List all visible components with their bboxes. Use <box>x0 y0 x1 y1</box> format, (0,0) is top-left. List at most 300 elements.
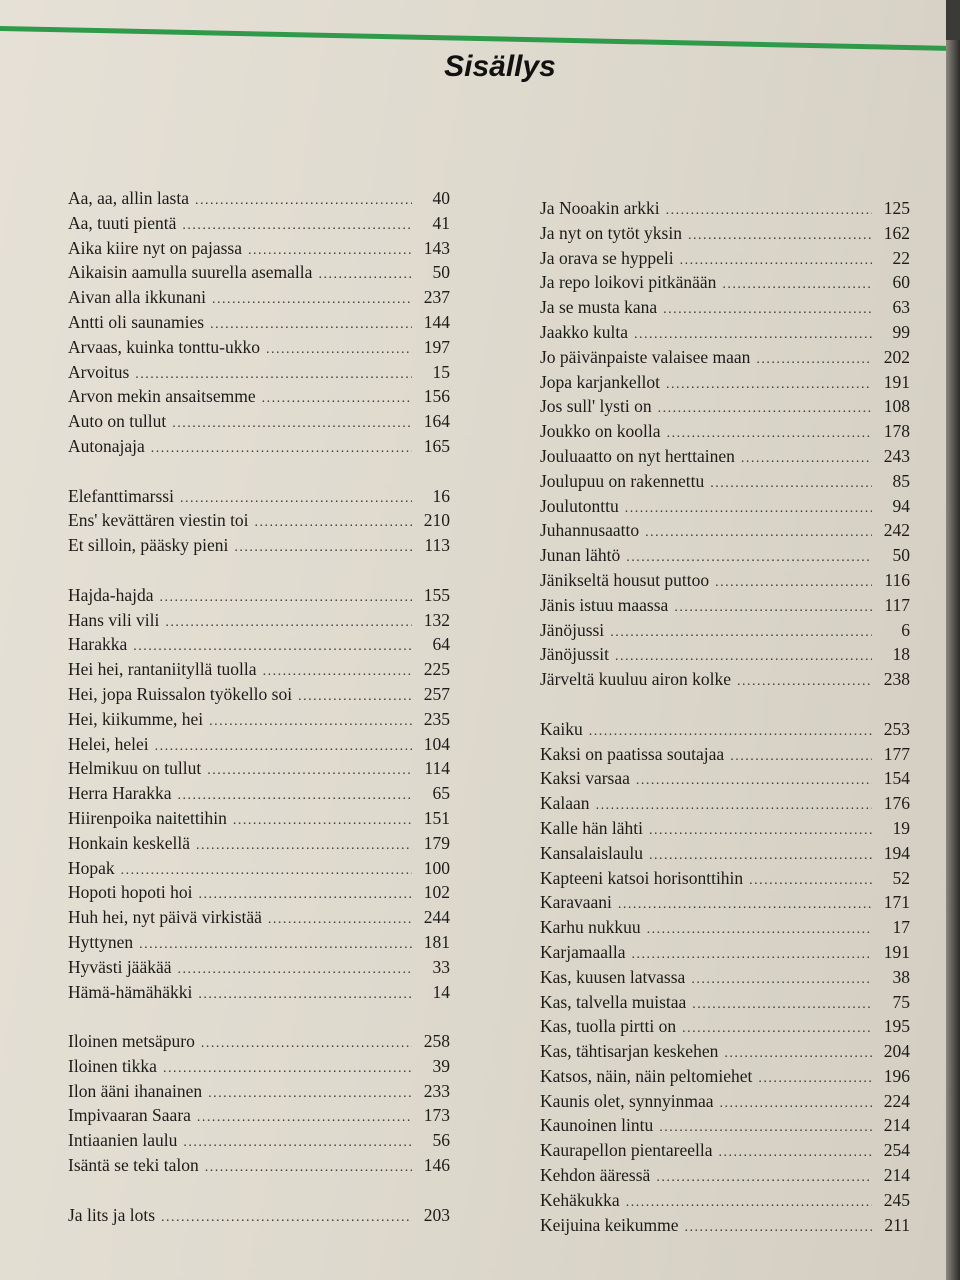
toc-entry <box>68 682 450 707</box>
section-gap <box>68 1178 450 1203</box>
toc-entry-title: Iloinen tikka <box>68 1055 157 1076</box>
toc-entry-page: 181 <box>423 931 450 952</box>
toc-entry-page: 14 <box>432 981 450 1002</box>
toc-entry <box>68 236 450 261</box>
dot-leader <box>233 809 412 834</box>
toc-entry-title: Aa, tuuti pientä <box>68 212 177 233</box>
toc-entry <box>68 409 450 434</box>
toc-entry-page: 75 <box>892 991 910 1012</box>
toc-entry <box>68 632 450 657</box>
dot-leader <box>212 288 412 313</box>
toc-entry-page: 102 <box>423 882 450 903</box>
toc-entry-title: Jänöjussi <box>540 619 605 640</box>
toc-entry-page: 179 <box>423 832 450 853</box>
toc-entry <box>540 990 910 1015</box>
toc-entry-page: 176 <box>883 793 910 814</box>
toc-entry <box>540 915 910 940</box>
toc-entry <box>540 469 910 494</box>
toc-entry <box>540 1188 910 1213</box>
toc-entry-title: Jaakko kulta <box>540 321 628 342</box>
toc-entry-page: 154 <box>883 768 910 789</box>
toc-entry <box>540 1113 910 1138</box>
toc-entry <box>68 1203 450 1228</box>
dot-leader <box>201 1032 412 1057</box>
toc-entry <box>540 320 910 345</box>
toc-entry <box>68 1128 450 1153</box>
toc-entry <box>540 1138 910 1163</box>
toc-entry-page: 224 <box>883 1090 910 1111</box>
toc-entry <box>540 518 910 543</box>
toc-entry-title: Kaunoinen lintu <box>540 1115 654 1136</box>
toc-entry <box>540 742 910 767</box>
toc-entry-title: Arvon mekin ansaitsemme <box>68 386 256 407</box>
toc-entry-title: Isäntä se teki talon <box>68 1155 199 1176</box>
toc-entry <box>68 533 450 558</box>
dot-leader <box>610 621 872 646</box>
toc-entry-page: 117 <box>884 594 910 615</box>
toc-entry <box>540 370 910 395</box>
dot-leader <box>268 908 412 933</box>
toc-entry <box>68 781 450 806</box>
toc-entry <box>540 642 910 667</box>
toc-entry-title: Hyvästi jääkää <box>68 956 172 977</box>
toc-entry-page: 235 <box>423 708 450 729</box>
dot-leader <box>645 521 872 546</box>
section-gap <box>68 459 450 484</box>
toc-entry-page: 202 <box>883 346 910 367</box>
toc-entry <box>68 707 450 732</box>
toc-entry-page: 237 <box>423 287 450 308</box>
toc-entry <box>540 593 910 618</box>
toc-entry-page: 164 <box>423 411 450 432</box>
toc-entry-title: Hajda-hajda <box>68 584 154 605</box>
toc-entry <box>68 583 450 608</box>
toc-entry-page: 196 <box>883 1065 910 1086</box>
toc-entry <box>540 816 910 841</box>
toc-entry-page: 194 <box>883 842 910 863</box>
toc-entry-title: Ens' kevättären viestin toi <box>68 510 249 531</box>
toc-entry <box>540 568 910 593</box>
toc-entry-title: Ja se musta kana <box>540 297 658 318</box>
book-gutter <box>946 40 960 1280</box>
toc-entry-title: Arvaas, kuinka tonttu-ukko <box>68 336 260 357</box>
toc-entry-title: Helei, helei <box>68 733 149 754</box>
dot-leader <box>718 1141 872 1166</box>
toc-entry <box>68 608 450 633</box>
dot-leader <box>692 993 872 1018</box>
dot-leader <box>656 1166 872 1191</box>
toc-entry <box>540 196 910 221</box>
toc-entry-page: 33 <box>432 956 450 977</box>
toc-entry-page: 244 <box>423 907 450 928</box>
toc-entry-title: Hyttynen <box>68 931 134 952</box>
toc-entry-page: 243 <box>883 445 910 466</box>
toc-entry-title: Auto on tullut <box>68 411 167 432</box>
toc-column-left <box>68 186 450 1227</box>
toc-entry-title: Järveltä kuuluu airon kolke <box>540 669 731 690</box>
green-header-rule <box>0 26 960 51</box>
toc-entry <box>68 186 450 211</box>
toc-entry-title: Jänis istuu maassa <box>540 594 669 615</box>
toc-entry <box>540 246 910 271</box>
toc-entry-page: 233 <box>423 1080 450 1101</box>
toc-entry <box>68 384 450 409</box>
dot-leader <box>195 189 412 214</box>
toc-entry <box>540 717 910 742</box>
dot-leader <box>618 893 872 918</box>
dot-leader <box>298 685 412 710</box>
toc-entry-page: 257 <box>423 683 450 704</box>
toc-entry <box>68 1054 450 1079</box>
toc-entry <box>68 930 450 955</box>
dot-leader <box>666 199 872 224</box>
dot-leader <box>318 263 412 288</box>
toc-entry-title: Hämä-hämähäkki <box>68 981 193 1002</box>
toc-entry <box>540 766 910 791</box>
toc-entry <box>540 1039 910 1064</box>
toc-entry-title: Ilon ääni ihanainen <box>68 1080 203 1101</box>
toc-entry <box>540 940 910 965</box>
toc-entry-title: Hei hei, rantaniityllä tuolla <box>68 659 257 680</box>
dot-leader <box>674 596 872 621</box>
toc-entry-page: 203 <box>423 1204 450 1225</box>
toc-entry-page: 242 <box>883 520 910 541</box>
toc-entry-page: 40 <box>432 188 450 208</box>
dot-leader <box>666 373 872 398</box>
dot-leader <box>720 1092 872 1117</box>
toc-entry <box>68 1153 450 1178</box>
toc-entry-title: Hans vili vili <box>68 609 160 630</box>
toc-entry-page: 204 <box>883 1041 910 1062</box>
toc-entry-title: Iloinen metsäpuro <box>68 1031 195 1052</box>
toc-entry <box>68 980 450 1005</box>
toc-entry <box>68 831 450 856</box>
toc-entry-title: Aika kiire nyt on pajassa <box>68 237 242 258</box>
toc-entry-page: 143 <box>423 237 450 258</box>
toc-entry-title: Junan lähtö <box>540 545 621 566</box>
toc-entry-title: Aa, aa, allin lasta <box>68 188 189 208</box>
toc-entry-page: 104 <box>423 733 450 754</box>
toc-entry-title: Elefanttimarssi <box>68 485 174 506</box>
dot-leader <box>208 1082 412 1107</box>
dot-leader <box>198 983 412 1008</box>
toc-entry-title: Ja nyt on tytöt yksin <box>540 222 682 243</box>
dot-leader <box>234 536 412 561</box>
toc-entry <box>540 494 910 519</box>
toc-entry-title: Antti oli saunamies <box>68 311 205 332</box>
toc-entry-page: 178 <box>883 421 910 442</box>
toc-entry-page: 125 <box>883 198 910 218</box>
toc-entry-title: Kas, tuolla pirtti on <box>540 1016 677 1037</box>
toc-entry-page: 65 <box>432 783 450 804</box>
toc-entry-title: Kaunis olet, synnyinmaa <box>540 1090 714 1111</box>
toc-entry <box>68 1103 450 1128</box>
dot-leader <box>209 710 412 735</box>
toc-entry <box>540 866 910 891</box>
toc-entry-page: 156 <box>423 386 450 407</box>
toc-entry-title: Arvoitus <box>68 361 130 382</box>
toc-entry <box>540 419 910 444</box>
section-gap <box>68 558 450 583</box>
toc-entry-page: 173 <box>423 1105 450 1126</box>
toc-entry-page: 50 <box>892 545 910 566</box>
dot-leader <box>737 670 872 695</box>
toc-entry-title: Kalle hän lähti <box>540 817 644 838</box>
toc-entry-title: Kaksi on paatissa soutajaa <box>540 743 725 764</box>
toc-entry-page: 113 <box>424 535 450 556</box>
toc-entry-page: 108 <box>883 396 910 417</box>
toc-entry-title: Ja orava se hyppeli <box>540 247 674 268</box>
dot-leader <box>658 397 872 422</box>
toc-entry-title: Hei, jopa Ruissalon työkello soi <box>68 683 293 704</box>
toc-entry-page: 191 <box>883 371 910 392</box>
toc-entry-title: Joukko on koolla <box>540 421 661 442</box>
toc-entry-title: Aikaisin aamulla suurella asemalla <box>68 262 313 283</box>
toc-entry <box>68 880 450 905</box>
toc-entry-title: Jo päivänpaiste valaisee maan <box>540 346 751 367</box>
toc-entry <box>540 890 910 915</box>
toc-entry-title: Kaksi varsaa <box>540 768 630 789</box>
dot-leader <box>207 759 412 784</box>
toc-entry-page: 245 <box>883 1189 910 1210</box>
toc-entry-title: Keijuina keikumme <box>540 1214 679 1235</box>
toc-entry-title: Kehäkukka <box>540 1189 620 1210</box>
toc-entry <box>68 1029 450 1054</box>
toc-entry-title: Juhannusaatto <box>540 520 640 541</box>
toc-entry-page: 94 <box>892 495 910 516</box>
dot-leader <box>663 298 872 323</box>
dot-leader <box>172 412 412 437</box>
toc-entry-page: 238 <box>883 669 910 690</box>
toc-entry-title: Kansalaislaulu <box>540 842 644 863</box>
dot-leader <box>758 1067 872 1092</box>
toc-entry-page: 171 <box>883 892 910 913</box>
toc-entry-page: 195 <box>883 1016 910 1037</box>
toc-entry <box>68 260 450 285</box>
toc-entry-title: Et silloin, pääsky pieni <box>68 535 229 556</box>
dot-leader <box>691 968 872 993</box>
dot-leader <box>749 869 872 894</box>
toc-entry-title: Hiirenpoika naitettihin <box>68 807 227 828</box>
dot-leader <box>151 437 412 462</box>
dot-leader <box>183 1131 412 1156</box>
toc-entry <box>68 806 450 831</box>
toc-entry-page: 254 <box>883 1140 910 1161</box>
toc-entry <box>68 484 450 509</box>
toc-entry-page: 52 <box>892 867 910 888</box>
toc-entry <box>68 434 450 459</box>
dot-leader <box>722 273 872 298</box>
dot-leader <box>197 1106 412 1131</box>
toc-entry-page: 39 <box>432 1055 450 1076</box>
toc-entry-title: Kaurapellon pientareella <box>540 1140 713 1161</box>
dot-leader <box>741 447 872 472</box>
toc-entry <box>68 211 450 236</box>
toc-entry-page: 50 <box>432 262 450 283</box>
toc-entry <box>68 310 450 335</box>
toc-entry-title: Helmikuu on tullut <box>68 758 202 779</box>
toc-entry-page: 15 <box>432 361 450 382</box>
dot-leader <box>205 1156 412 1181</box>
toc-entry-title: Karjamaalla <box>540 941 626 962</box>
dot-leader <box>730 745 872 770</box>
toc-entry-title: Jouluaatto on nyt herttainen <box>540 445 735 466</box>
toc-entry-page: 253 <box>883 718 910 739</box>
dot-leader <box>710 472 872 497</box>
toc-entry <box>540 618 910 643</box>
toc-entry-page: 210 <box>423 510 450 531</box>
toc-entry <box>540 270 910 295</box>
toc-entry-title: Kas, kuusen latvassa <box>540 966 686 987</box>
dot-leader <box>636 769 872 794</box>
toc-entry-page: 18 <box>892 644 910 665</box>
toc-entry <box>540 1213 910 1238</box>
toc-entry <box>68 856 450 881</box>
dot-leader <box>688 224 872 249</box>
toc-entry-title: Herra Harakka <box>68 783 172 804</box>
toc-entry <box>540 444 910 469</box>
toc-entry-title: Honkain keskellä <box>68 832 190 853</box>
toc-entry-title: Intiaanien laulu <box>68 1130 178 1151</box>
toc-entry <box>540 667 910 692</box>
toc-entry-page: 85 <box>892 470 910 491</box>
toc-entry <box>540 345 910 370</box>
toc-entry-page: 165 <box>423 435 450 456</box>
toc-entry-page: 214 <box>883 1115 910 1136</box>
toc-entry-page: 132 <box>423 609 450 630</box>
toc-entry-page: 114 <box>424 758 450 779</box>
toc-entry-title: Karavaani <box>540 892 612 913</box>
toc-entry-page: 99 <box>892 321 910 342</box>
toc-entry-title: Kaiku <box>540 718 583 739</box>
toc-entry <box>68 360 450 385</box>
dot-leader <box>649 819 872 844</box>
toc-entry <box>540 1163 910 1188</box>
toc-entry-page: 258 <box>423 1031 450 1052</box>
section-gap <box>540 692 910 717</box>
toc-entry <box>540 221 910 246</box>
toc-entry-page: 56 <box>432 1130 450 1151</box>
toc-entry-page: 6 <box>901 619 910 640</box>
toc-entry-page: 16 <box>432 485 450 506</box>
toc-entry-title: Kehdon ääressä <box>540 1165 651 1186</box>
toc-column-right <box>540 196 910 1237</box>
section-gap <box>68 1004 450 1029</box>
dot-leader <box>160 586 412 611</box>
toc-entry <box>68 905 450 930</box>
toc-entry-title: Jänöjussit <box>540 644 610 665</box>
dot-leader <box>161 1206 412 1231</box>
toc-entry <box>540 1089 910 1114</box>
toc-entry <box>68 1079 450 1104</box>
toc-entry-title: Hopak <box>68 857 115 878</box>
toc-entry-page: 38 <box>892 966 910 987</box>
toc-entry-page: 211 <box>884 1214 910 1235</box>
dot-leader <box>139 933 412 958</box>
toc-entry-title: Kas, talvella muistaa <box>540 991 687 1012</box>
toc-entry-title: Joulutonttu <box>540 495 619 516</box>
toc-entry-page: 146 <box>423 1155 450 1176</box>
toc-entry-page: 100 <box>423 857 450 878</box>
toc-entry <box>540 543 910 568</box>
toc-entry-title: Kapteeni katsoi horisonttihin <box>540 867 744 888</box>
toc-entry-page: 225 <box>423 659 450 680</box>
toc-entry-title: Huh hei, nyt päivä virkistää <box>68 907 262 928</box>
toc-entry-title: Kalaan <box>540 793 590 814</box>
toc-entry <box>68 657 450 682</box>
page-title: Sisällys <box>444 50 556 83</box>
toc-entry-title: Ja lits ja lots <box>68 1204 156 1225</box>
toc-entry-title: Jopa karjankellot <box>540 371 661 392</box>
toc-entry-page: 197 <box>423 336 450 357</box>
toc-entry <box>540 1014 910 1039</box>
dot-leader <box>196 834 412 859</box>
toc-entry <box>540 1064 910 1089</box>
dot-leader <box>178 958 413 983</box>
toc-entry <box>68 285 450 310</box>
toc-entry-page: 214 <box>883 1165 910 1186</box>
toc-entry <box>68 732 450 757</box>
toc-entry-page: 116 <box>884 569 910 590</box>
toc-entry-title: Katsos, näin, näin peltomiehet <box>540 1065 753 1086</box>
dot-leader <box>715 571 872 596</box>
toc-entry <box>68 335 450 360</box>
toc-entry <box>540 791 910 816</box>
toc-entry-page: 177 <box>883 743 910 764</box>
toc-entry-page: 19 <box>892 817 910 838</box>
toc-entry-page: 144 <box>423 311 450 332</box>
dot-leader <box>266 338 412 363</box>
toc-entry-title: Harakka <box>68 634 128 655</box>
toc-entry-page: 41 <box>432 212 450 233</box>
toc-entry-page: 17 <box>892 917 910 938</box>
toc-entry-page: 151 <box>423 807 450 828</box>
dot-leader <box>685 1216 872 1241</box>
toc-entry-page: 22 <box>892 247 910 268</box>
toc-entry <box>68 955 450 980</box>
dot-leader <box>625 497 872 522</box>
toc-entry <box>68 508 450 533</box>
dot-leader <box>262 387 412 412</box>
dot-leader <box>255 511 412 536</box>
toc-entry-title: Jos sull' lysti on <box>540 396 652 417</box>
toc-entry-page: 64 <box>432 634 450 655</box>
dot-leader <box>647 918 872 943</box>
toc-entry-title: Autonajaja <box>68 435 145 456</box>
toc-entry-title: Kas, tähtisarjan keskehen <box>540 1041 719 1062</box>
toc-entry-page: 60 <box>892 272 910 293</box>
toc-entry <box>540 841 910 866</box>
toc-entry-page: 191 <box>883 941 910 962</box>
toc-entry <box>68 756 450 781</box>
toc-entry-title: Aivan alla ikkunani <box>68 287 207 308</box>
toc-entry-page: 63 <box>892 297 910 318</box>
toc-entry <box>540 295 910 320</box>
toc-entry <box>540 394 910 419</box>
dot-leader <box>165 611 412 636</box>
toc-entry-title: Ja Nooakin arkki <box>540 198 660 218</box>
toc-entry-title: Joulupuu on rakennettu <box>540 470 705 491</box>
toc-entry-title: Hei, kiikumme, hei <box>68 708 204 729</box>
toc-entry-page: 155 <box>423 584 450 605</box>
toc-entry-title: Hopoti hopoti hoi <box>68 882 193 903</box>
toc-entry-title: Jänikseltä housut puttoo <box>540 569 710 590</box>
toc-entry-title: Ja repo loikovi pitkänään <box>540 272 717 293</box>
toc-entry-page: 162 <box>883 222 910 243</box>
toc-entry-title: Impivaaran Saara <box>68 1105 191 1126</box>
toc-entry-title: Karhu nukkuu <box>540 917 641 938</box>
dot-leader <box>756 348 872 373</box>
